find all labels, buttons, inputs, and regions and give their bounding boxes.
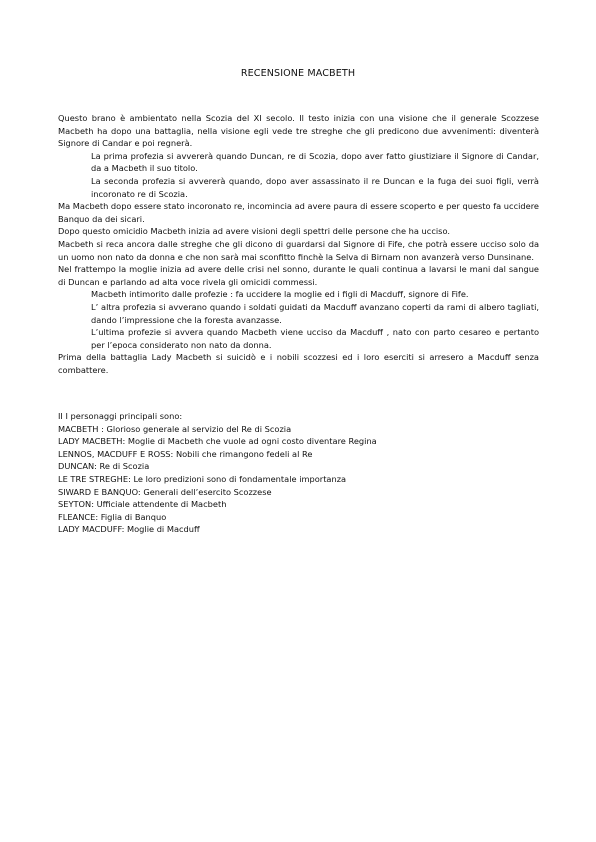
character-entry: SEYTON: Ufficiale attendente di Macbeth	[58, 499, 227, 510]
summary-body	[58, 112, 539, 376]
paragraph: Macbeth si reca ancora dalle streghe che gli dicono di guardarsi dal Signore di Fife, che potrà essere ucciso solo da un uomo non nato da donna e che non sarà mai sconfitto finchè la Selva di Birnam non avanzerà verso Dunsinane.	[58, 238, 539, 262]
characters-section	[58, 410, 539, 536]
character-entry: MACBETH : Glorioso generale al servizio del Re di Scozia	[58, 423, 292, 434]
character-entry: FLEANCE: Figlia di Banquo	[58, 511, 167, 522]
paragraph: Prima della battaglia Lady Macbeth si suicidò e i nobili scozzesi ed i loro eserciti si arresero a Macduff senza combattere.	[58, 352, 539, 375]
paragraph: Dopo questo omicidio Macbeth inizia ad avere visioni degli spettri delle persone che ha ucciso.	[58, 226, 450, 237]
paragraph: La seconda profezia si avvererà quando, dopo aver assassinato il re Duncan e la fuga dei suoi figli, verrà incoronato re di Scozia.	[91, 175, 539, 199]
paragraph: La prima profezia si avvererà quando Duncan, re di Scozia, dopo aver fatto giustiziare il Signore di Candar, da a Macbeth il suo titolo.	[91, 150, 539, 174]
character-entry: DUNCAN: Re di Scozia	[58, 461, 150, 472]
paragraph: Nel frattempo la moglie inizia ad avere delle crisi nel sonno, durante le quali continua a lavarsi le mani dal sangue di Duncan e parlando ad alta voce rivela gli omicidi commessi.	[58, 264, 539, 287]
character-entry: LADY MACBETH: Moglie di Macbeth che vuole ad ogni costo diventare Regina	[58, 436, 377, 447]
character-entry: LENNOS, MACDUFF E ROSS: Nobili che rimangono fedeli al Re	[58, 448, 313, 459]
characters-heading: II I personaggi principali sono:	[58, 411, 183, 421]
paragraph: Macbeth intimorito dalle profezie : fa uccidere la moglie ed i figli di Macduff, signore di Fife.	[91, 289, 469, 300]
character-entry: LE TRE STREGHE: Le loro predizioni sono di fondamentale importanza	[58, 473, 347, 484]
document-title: RECENSIONE MACBETH	[240, 68, 356, 79]
paragraph: L’ altra profezia si avverano quando i soldati guidati da Macduff avanzano coperti da rami di albero tagliati, dando l’impressione che la foresta avanzasse.	[91, 301, 539, 325]
character-entry: SIWARD E BANQUO: Generali dell’esercito Scozzese	[58, 486, 272, 497]
paragraph: Ma Macbeth dopo essere stato incoronato re, incomincia ad avere paura di essere scoperto e per questo fa uccidere Banquo da dei sicari.	[58, 201, 539, 224]
paragraph: L’ultima profezie si avvera quando Macbeth viene ucciso da Macduff , nato con parto cesareo e pertanto per l’epoca considerato non nato da donna.	[91, 327, 539, 350]
paragraph: Questo brano è ambientato nella Scozia del XI secolo. Il testo inizia con una visione che il generale Scozzese Macbeth ha dopo una battaglia, nella visione egli vede tre streghe che gli predicono due avvenimenti: diventerà Signore di Candar e poi regnerà.	[58, 113, 539, 149]
character-entry: LADY MACDUFF: Moglie di Macduff	[58, 524, 200, 535]
